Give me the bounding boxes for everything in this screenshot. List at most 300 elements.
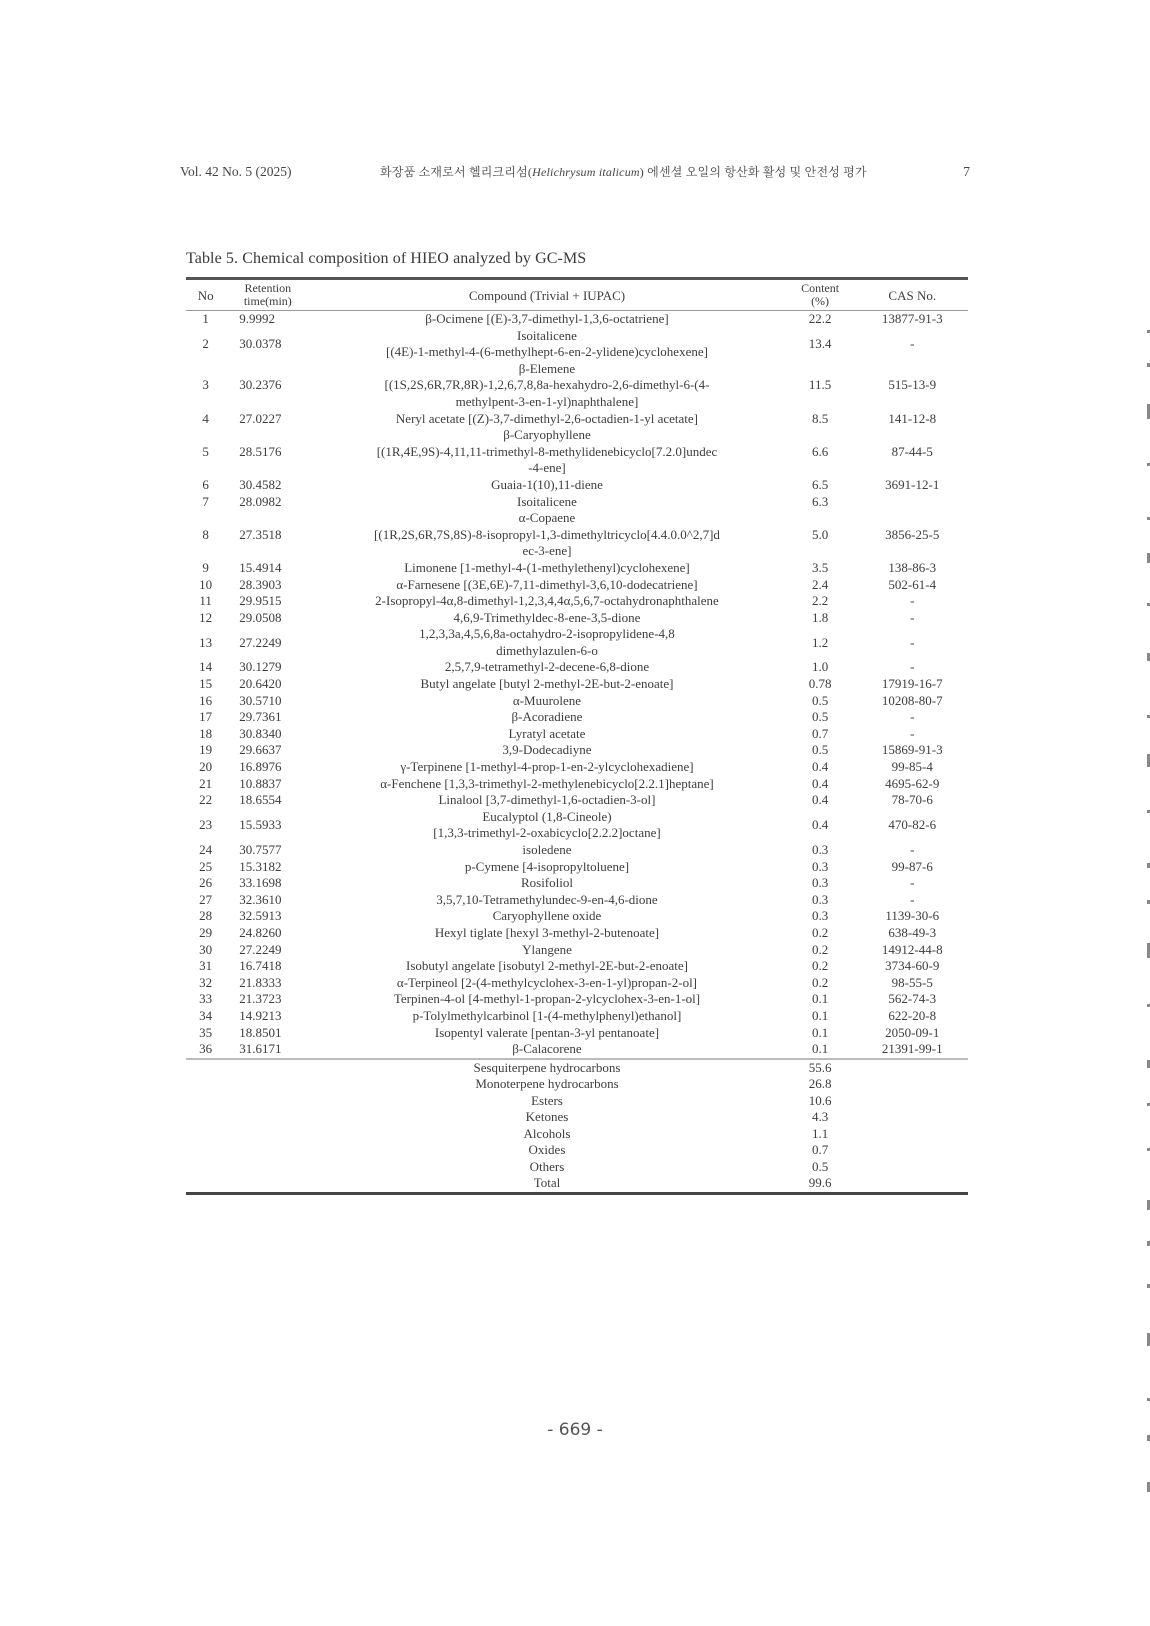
compound-name-line: Limonene [1-methyl-4-(1-methylethenyl)cyclohexene] bbox=[404, 559, 690, 575]
content-percent: 0.5 bbox=[811, 692, 829, 708]
cas-number: 638-49-3 bbox=[888, 924, 937, 940]
row-number: 33 bbox=[199, 991, 213, 1007]
table-row bbox=[186, 610, 968, 627]
empty-cell bbox=[857, 1109, 969, 1126]
row-number: 27 bbox=[199, 891, 213, 907]
table-row bbox=[186, 975, 968, 992]
compound-name-line: 2-Isopropyl-4α,8-dimethyl-1,2,3,4,4α,5,6,7-octahydronaphthalene bbox=[375, 593, 719, 609]
retention-label-1: Retention bbox=[244, 281, 292, 295]
compound-name bbox=[310, 975, 783, 992]
class-label: Ketones bbox=[525, 1109, 569, 1125]
summary-row bbox=[186, 1142, 968, 1159]
class-total: 10.6 bbox=[808, 1092, 832, 1108]
retention-time: 16.8976 bbox=[239, 759, 282, 775]
retention-time: 18.6554 bbox=[239, 792, 282, 808]
cas-number: 3856-25-5 bbox=[885, 526, 940, 542]
content-percent: 3.5 bbox=[811, 559, 829, 575]
col-header-retention bbox=[225, 279, 310, 311]
retention-time: 9.9992 bbox=[239, 311, 276, 326]
content-percent: 0.4 bbox=[811, 775, 829, 791]
retention-time: 15.4914 bbox=[239, 559, 282, 575]
col-header-cas: CAS No. bbox=[888, 287, 937, 303]
content-percent: 0.5 bbox=[811, 709, 829, 725]
compound-name bbox=[310, 494, 783, 511]
row-number: 5 bbox=[202, 443, 209, 459]
compound-name bbox=[310, 958, 783, 975]
empty-cell bbox=[857, 1076, 969, 1093]
content-percent: 0.4 bbox=[811, 817, 829, 833]
compound-name-line: [(1R,4E,9S)-4,11,11-trimethyl-8-methylidenebicyclo[7.2.0]undec bbox=[376, 443, 718, 459]
empty-cell bbox=[857, 1159, 969, 1176]
compound-name-line: Guaia-1(10),11-diene bbox=[491, 476, 603, 492]
compound-name bbox=[310, 676, 783, 693]
table-row bbox=[186, 411, 968, 428]
table-row bbox=[186, 494, 968, 511]
table-row bbox=[186, 958, 968, 975]
retention-time: 27.2249 bbox=[239, 941, 282, 957]
empty-cell bbox=[186, 1175, 225, 1193]
compound-name-line: β-Ocimene [(E)-3,7-dimethyl-1,3,6-octatriene] bbox=[425, 311, 669, 326]
empty-cell bbox=[186, 1076, 225, 1093]
compound-name-line: Butyl angelate [butyl 2-methyl-2E-but-2-enoate] bbox=[420, 676, 674, 692]
row-number: 8 bbox=[202, 526, 209, 542]
cas-number: - bbox=[910, 842, 915, 857]
retention-time: 30.2376 bbox=[239, 377, 282, 393]
compound-name bbox=[310, 742, 783, 759]
cas-number: - bbox=[910, 335, 915, 351]
compound-name bbox=[310, 1041, 783, 1059]
empty-cell bbox=[857, 1059, 969, 1077]
table-row bbox=[186, 659, 968, 676]
cas-number: 17919-16-7 bbox=[881, 676, 943, 692]
empty-cell bbox=[225, 1175, 310, 1193]
retention-time: 29.6637 bbox=[239, 742, 282, 758]
row-number: 1 bbox=[202, 311, 209, 326]
row-number: 23 bbox=[199, 817, 213, 833]
compound-name-line: 2,5,7,9-tetramethyl-2-decene-6,8-dione bbox=[444, 659, 650, 675]
content-percent: 2.4 bbox=[811, 576, 829, 592]
empty-cell bbox=[225, 1076, 310, 1093]
cas-number: - bbox=[910, 593, 915, 609]
cas-number: - bbox=[910, 891, 915, 907]
compound-name-line: Neryl acetate [(Z)-3,7-dimethyl-2,6-octadien-1-yl acetate] bbox=[395, 410, 699, 426]
table-row bbox=[186, 908, 968, 925]
row-number: 30 bbox=[199, 941, 213, 957]
retention-time: 28.5176 bbox=[239, 443, 282, 459]
content-percent: 0.1 bbox=[811, 1024, 829, 1040]
retention-time: 15.3182 bbox=[239, 858, 282, 874]
retention-time: 29.7361 bbox=[239, 709, 282, 725]
class-total: 4.3 bbox=[811, 1109, 829, 1125]
summary-row bbox=[186, 1159, 968, 1176]
empty-cell bbox=[225, 1093, 310, 1110]
table-row bbox=[186, 676, 968, 693]
empty-cell bbox=[186, 1126, 225, 1143]
empty-cell bbox=[186, 1059, 225, 1077]
compound-name bbox=[310, 759, 783, 776]
class-total: 99.6 bbox=[808, 1175, 832, 1191]
compound-name bbox=[310, 593, 783, 610]
content-percent: 0.2 bbox=[811, 974, 829, 990]
retention-time: 15.5933 bbox=[239, 817, 282, 833]
content-percent: 1.0 bbox=[811, 659, 829, 675]
compound-name-line: [1,3,3-trimethyl-2-oxabicyclo[2.2.2]octane] bbox=[433, 825, 661, 841]
compound-name bbox=[310, 626, 783, 659]
compound-name-line: p-Tolylmethylcarbinol [1-(4-methylphenyl)ethanol] bbox=[412, 1007, 682, 1023]
cas-number: 99-85-4 bbox=[891, 759, 933, 775]
content-percent: 0.3 bbox=[811, 908, 829, 924]
row-number: 26 bbox=[199, 875, 213, 891]
empty-cell bbox=[225, 1159, 310, 1176]
compound-name bbox=[310, 859, 783, 876]
compound-name bbox=[310, 427, 783, 477]
table-row bbox=[186, 892, 968, 909]
content-percent: 0.4 bbox=[811, 759, 829, 775]
content-label-2: (%) bbox=[811, 294, 830, 308]
content-percent: 0.2 bbox=[811, 958, 829, 974]
compound-name-line: α-Fenchene [1,3,3-trimethyl-2-methylenebicyclo[2.2.1]heptane] bbox=[380, 775, 714, 791]
retention-time: 10.8837 bbox=[239, 775, 282, 791]
compound-name-line: ec-3-ene] bbox=[522, 543, 572, 559]
row-number: 19 bbox=[199, 742, 213, 758]
compound-name-line: 1,2,3,3a,4,5,6,8a-octahydro-2-isopropylidene-4,8 bbox=[419, 626, 675, 642]
cas-number: 10208-80-7 bbox=[881, 692, 943, 708]
retention-time: 20.6420 bbox=[239, 676, 282, 692]
content-percent: 1.2 bbox=[811, 634, 829, 650]
compound-name-line: Lyratyl acetate bbox=[508, 725, 586, 741]
retention-time: 30.4582 bbox=[239, 476, 282, 492]
row-number: 34 bbox=[199, 1007, 213, 1023]
compound-name bbox=[310, 311, 783, 328]
row-number: 18 bbox=[199, 725, 213, 741]
table-row bbox=[186, 842, 968, 859]
compound-name bbox=[310, 693, 783, 710]
table-row bbox=[186, 859, 968, 876]
class-label: Total bbox=[533, 1175, 561, 1191]
cas-number: - bbox=[910, 709, 915, 725]
cas-number: - bbox=[910, 725, 915, 741]
class-total: 0.5 bbox=[811, 1158, 829, 1174]
row-number: 14 bbox=[199, 659, 213, 675]
content-percent: 8.5 bbox=[811, 410, 829, 426]
cas-number: 78-70-6 bbox=[891, 792, 933, 808]
empty-cell bbox=[225, 1109, 310, 1126]
row-number: 35 bbox=[199, 1024, 213, 1040]
retention-time: 30.7577 bbox=[239, 842, 282, 857]
compound-name bbox=[310, 892, 783, 909]
table-header-row bbox=[186, 279, 968, 311]
compound-name-line: α-Terpineol [2-(4-methylcyclohex-3-en-1-yl)propan-2-ol] bbox=[396, 974, 698, 990]
running-title bbox=[380, 163, 950, 180]
table-row bbox=[186, 742, 968, 759]
cas-number: - bbox=[910, 609, 915, 625]
table-row bbox=[186, 328, 968, 361]
row-number: 10 bbox=[199, 576, 213, 592]
compound-name-line: β-Acoradiene bbox=[511, 709, 583, 725]
compound-name bbox=[310, 709, 783, 726]
summary-row bbox=[186, 1175, 968, 1193]
compound-name-line: Caryophyllene oxide bbox=[492, 908, 602, 924]
retention-label-2: time(min) bbox=[243, 294, 292, 308]
content-percent: 22.2 bbox=[808, 311, 832, 326]
row-number: 25 bbox=[199, 858, 213, 874]
compound-name bbox=[310, 361, 783, 411]
row-number: 12 bbox=[199, 609, 213, 625]
retention-time: 29.9515 bbox=[239, 593, 282, 609]
content-percent: 11.5 bbox=[808, 377, 832, 393]
summary-row bbox=[186, 1093, 968, 1110]
row-number: 7 bbox=[202, 493, 209, 509]
cas-number: 138-86-3 bbox=[888, 559, 937, 575]
table-row bbox=[186, 477, 968, 494]
content-percent: 5.0 bbox=[811, 526, 829, 542]
empty-cell bbox=[225, 1126, 310, 1143]
compound-name-line: α-Muurolene bbox=[512, 692, 582, 708]
table-row bbox=[186, 759, 968, 776]
retention-time: 30.5710 bbox=[239, 692, 282, 708]
compound-name bbox=[310, 925, 783, 942]
table-row bbox=[186, 510, 968, 560]
cas-number: 4695-62-9 bbox=[885, 775, 940, 791]
compound-name-line: α-Farnesene [(3E,6E)-7,11-dimethyl-3,6,10-dodecatriene] bbox=[396, 576, 698, 592]
content-percent: 0.3 bbox=[811, 891, 829, 907]
cas-number: 98-55-5 bbox=[891, 974, 933, 990]
compound-name-line: 4,6,9-Trimethyldec-8-ene-3,5-dione bbox=[453, 609, 641, 625]
class-label: Monoterpene hydrocarbons bbox=[475, 1076, 619, 1092]
retention-time: 18.8501 bbox=[239, 1024, 282, 1040]
compound-name-line: α-Copaene bbox=[518, 510, 576, 526]
retention-time: 29.0508 bbox=[239, 609, 282, 625]
class-label: Others bbox=[529, 1158, 565, 1174]
table-row bbox=[186, 593, 968, 610]
content-percent: 0.7 bbox=[811, 725, 829, 741]
table-row bbox=[186, 361, 968, 411]
compound-name bbox=[310, 328, 783, 361]
compound-name-line: β-Elemene bbox=[518, 360, 576, 376]
content-percent: 0.2 bbox=[811, 941, 829, 957]
table-summary bbox=[186, 1059, 968, 1194]
class-total: 26.8 bbox=[808, 1076, 832, 1092]
row-number: 17 bbox=[199, 709, 213, 725]
class-label: Alcohols bbox=[523, 1125, 571, 1141]
compound-name bbox=[310, 875, 783, 892]
running-title-prefix: 화장품 소재로서 헬리크리섬( bbox=[380, 165, 533, 179]
journal-page-number: 7 bbox=[963, 164, 970, 179]
empty-cell bbox=[186, 1159, 225, 1176]
content-percent: 0.1 bbox=[811, 1007, 829, 1023]
compound-name-line: Isobutyl angelate [isobutyl 2-methyl-2E-but-2-enoate] bbox=[406, 958, 688, 974]
compound-name-line: β-Caryophyllene bbox=[503, 427, 591, 443]
content-percent: 13.4 bbox=[808, 335, 832, 351]
compound-name-line: [(1S,2S,6R,7R,8R)-1,2,6,7,8,8a-hexahydro-2,6-dimethyl-6-(4- bbox=[384, 377, 710, 393]
content-percent: 0.2 bbox=[811, 924, 829, 940]
retention-time: 32.3610 bbox=[239, 891, 282, 907]
table-row bbox=[186, 925, 968, 942]
class-label: Esters bbox=[531, 1092, 563, 1108]
empty-cell bbox=[857, 1175, 969, 1193]
row-number: 22 bbox=[199, 792, 213, 808]
journal-volume: Vol. 42 No. 5 (2025) bbox=[180, 164, 292, 179]
compound-name-line: Ylangene bbox=[522, 941, 572, 957]
empty-cell bbox=[857, 1126, 969, 1143]
class-total: 1.1 bbox=[811, 1125, 829, 1141]
table-row bbox=[186, 577, 968, 594]
col-header-content bbox=[784, 279, 857, 311]
empty-cell bbox=[857, 1093, 969, 1110]
table-row bbox=[186, 427, 968, 477]
content-percent: 0.3 bbox=[811, 858, 829, 874]
row-number: 16 bbox=[199, 692, 213, 708]
content-percent: 0.3 bbox=[811, 875, 829, 891]
table-row bbox=[186, 626, 968, 659]
content-percent: 0.1 bbox=[811, 1041, 829, 1057]
row-number: 4 bbox=[202, 410, 209, 426]
running-title-species: Helichrysum italicum bbox=[532, 165, 640, 179]
empty-cell bbox=[186, 1093, 225, 1110]
table-row bbox=[186, 709, 968, 726]
compound-name-line: Isoitalicene bbox=[517, 327, 577, 343]
retention-time: 14.9213 bbox=[239, 1007, 282, 1023]
compound-name bbox=[310, 809, 783, 842]
table-row bbox=[186, 1041, 968, 1059]
col-header-compound: Compound (Trivial + IUPAC) bbox=[468, 287, 626, 303]
compound-name bbox=[310, 1025, 783, 1042]
row-number: 20 bbox=[199, 759, 213, 775]
compound-name-line: 3,9-Dodecadiyne bbox=[502, 742, 592, 758]
cas-number: 13877-91-3 bbox=[881, 311, 943, 326]
cas-number: 3734-60-9 bbox=[885, 958, 940, 974]
retention-time: 32.5913 bbox=[239, 908, 282, 924]
row-number: 32 bbox=[199, 974, 213, 990]
compound-name bbox=[310, 411, 783, 428]
cas-number: - bbox=[910, 659, 915, 675]
content-percent: 6.3 bbox=[811, 493, 829, 509]
class-total: 0.7 bbox=[811, 1142, 829, 1158]
cas-number: 15869-91-3 bbox=[881, 742, 943, 758]
retention-time: 27.0227 bbox=[239, 410, 282, 426]
compound-name bbox=[310, 942, 783, 959]
summary-row bbox=[186, 1059, 968, 1077]
retention-time: 30.0378 bbox=[239, 335, 282, 351]
cas-number: - bbox=[910, 875, 915, 891]
row-number: 29 bbox=[199, 924, 213, 940]
retention-time: 21.8333 bbox=[239, 974, 282, 990]
row-number: 13 bbox=[199, 634, 213, 650]
class-label: Oxides bbox=[528, 1142, 566, 1158]
compound-name bbox=[310, 610, 783, 627]
compound-name-line: Terpinen-4-ol [4-methyl-1-propan-2-ylcyclohex-3-en-1-ol] bbox=[393, 991, 701, 1007]
cas-number: 502-61-4 bbox=[888, 576, 937, 592]
table-row bbox=[186, 311, 968, 328]
compound-name-line: γ-Terpinene [1-methyl-4-prop-1-en-2-ylcyclohexadiene] bbox=[400, 759, 694, 775]
retention-time: 31.6171 bbox=[239, 1041, 282, 1057]
table-row bbox=[186, 693, 968, 710]
summary-row bbox=[186, 1109, 968, 1126]
compound-name-line: Hexyl tiglate [hexyl 3-methyl-2-butenoate] bbox=[434, 924, 660, 940]
cas-number: 99-87-6 bbox=[891, 858, 933, 874]
table-row bbox=[186, 792, 968, 809]
table-row bbox=[186, 560, 968, 577]
row-number: 3 bbox=[202, 377, 209, 393]
row-number: 21 bbox=[199, 775, 213, 791]
compound-name-line: Isopentyl valerate [pentan-3-yl pentanoate] bbox=[434, 1024, 660, 1040]
compound-name bbox=[310, 577, 783, 594]
compound-name-line: dimethylazulen-6-o bbox=[496, 642, 598, 658]
cas-number: 470-82-6 bbox=[888, 817, 937, 833]
compound-name-line: Eucalyptol (1,8-Cineole) bbox=[482, 808, 612, 824]
compound-name-line: -4-ene] bbox=[528, 460, 566, 476]
table-body bbox=[186, 311, 968, 1059]
content-percent: 6.6 bbox=[811, 443, 829, 459]
compound-name-line: methylpent-3-en-1-yl)naphthalene] bbox=[455, 393, 639, 409]
retention-time: 30.8340 bbox=[239, 725, 282, 741]
empty-cell bbox=[857, 1142, 969, 1159]
compound-name-line: 3,5,7,10-Tetramethylundec-9-en-4,6-dione bbox=[436, 891, 658, 907]
cas-number bbox=[857, 494, 969, 511]
compound-name bbox=[310, 1008, 783, 1025]
col-header-no: No bbox=[197, 287, 214, 303]
compound-name bbox=[310, 510, 783, 560]
compound-name-line: [(1R,2S,6R,7S,8S)-8-isopropyl-1,3-dimethyltricyclo[4.4.0.0^2,7]d bbox=[374, 526, 720, 542]
compound-name bbox=[310, 477, 783, 494]
summary-row bbox=[186, 1126, 968, 1143]
row-number: 9 bbox=[202, 559, 209, 575]
class-label: Sesquiterpene hydrocarbons bbox=[310, 1059, 783, 1077]
table-row bbox=[186, 942, 968, 959]
running-header bbox=[180, 163, 970, 180]
row-number: 2 bbox=[202, 335, 209, 351]
row-number: 28 bbox=[199, 908, 213, 924]
table-row bbox=[186, 776, 968, 793]
retention-time: 30.1279 bbox=[239, 659, 282, 675]
composition-table bbox=[186, 277, 968, 1195]
content-percent: 6.5 bbox=[811, 476, 829, 492]
content-label-1: Content bbox=[801, 281, 840, 295]
compound-name bbox=[310, 560, 783, 577]
row-number: 6 bbox=[202, 476, 209, 492]
empty-cell bbox=[225, 1142, 310, 1159]
content-percent: 2.2 bbox=[811, 593, 829, 609]
row-number: 15 bbox=[199, 676, 213, 692]
content-percent: 0.3 bbox=[811, 842, 829, 857]
empty-cell bbox=[186, 1109, 225, 1126]
content-percent: 1.8 bbox=[811, 609, 829, 625]
content-percent: 0.5 bbox=[811, 742, 829, 758]
empty-cell bbox=[225, 1059, 310, 1077]
retention-time: 28.3903 bbox=[239, 576, 282, 592]
scan-edge-artifact bbox=[1144, 330, 1150, 1620]
table-row bbox=[186, 726, 968, 743]
compound-name bbox=[310, 726, 783, 743]
page-footer: - 669 - bbox=[547, 1420, 603, 1440]
composition-table-container bbox=[186, 277, 968, 1195]
content-percent: 0.4 bbox=[811, 792, 829, 808]
summary-row bbox=[186, 1076, 968, 1093]
compound-name-line: β-Calacorene bbox=[512, 1041, 582, 1057]
compound-name-line: p-Cymene [4-isopropyltoluene] bbox=[464, 858, 630, 874]
cas-number: 3691-12-1 bbox=[885, 476, 940, 492]
cas-number: 2050-09-1 bbox=[885, 1024, 940, 1040]
retention-time: 28.0982 bbox=[239, 493, 282, 509]
row-number: 11 bbox=[199, 593, 212, 609]
compound-name-line: [(4E)-1-methyl-4-(6-methylhept-6-en-2-ylidene)cyclohexene] bbox=[385, 344, 708, 360]
compound-name bbox=[310, 842, 783, 859]
cas-number: 14912-44-8 bbox=[881, 941, 943, 957]
retention-time: 27.2249 bbox=[239, 634, 282, 650]
compound-name-line: Linalool [3,7-dimethyl-1,6-octadien-3-ol] bbox=[438, 792, 656, 808]
class-total: 55.6 bbox=[784, 1059, 857, 1077]
table-row bbox=[186, 809, 968, 842]
